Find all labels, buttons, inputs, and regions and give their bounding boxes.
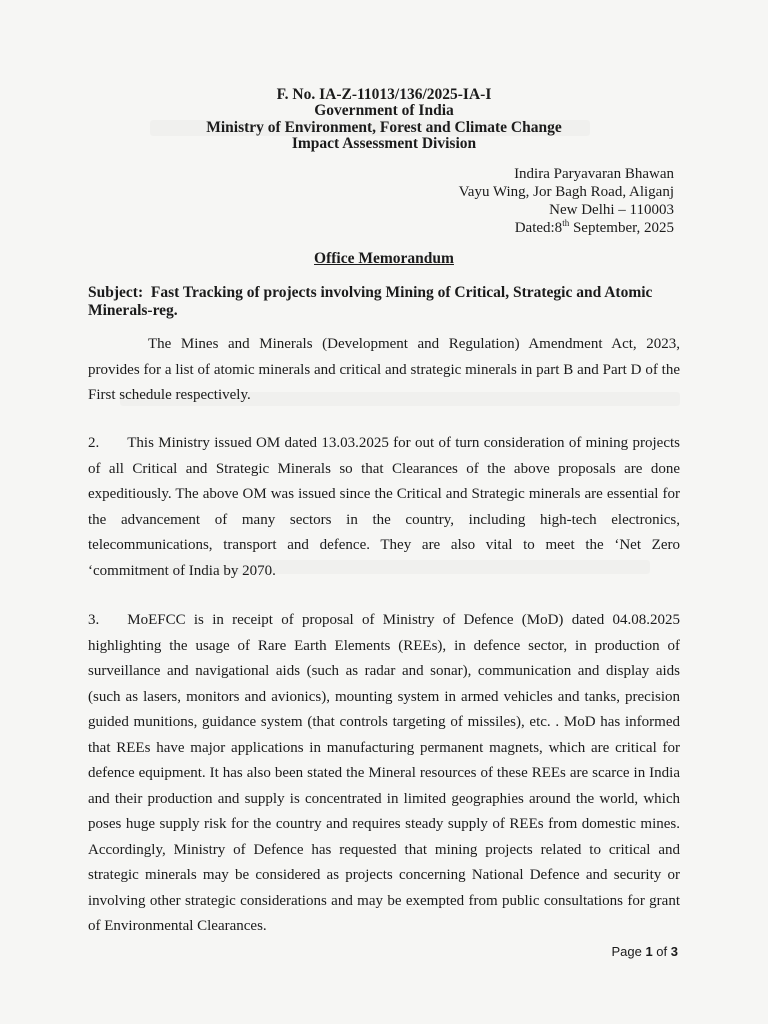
- subject-text: Fast Tracking of projects involving Mining of Critical, Strategic and Atomic Minerals-reg.: [88, 284, 653, 319]
- subject-label: Subject:: [88, 284, 144, 301]
- date-prefix: Dated:8: [514, 220, 563, 236]
- of-label: of: [656, 944, 668, 959]
- date-suffix: September, 2025: [569, 220, 674, 236]
- paragraph-3: [88, 608, 680, 940]
- division-name: Impact Assessment Division: [291, 135, 477, 152]
- paragraph-2: [88, 431, 680, 584]
- date-superscript: th: [562, 218, 570, 228]
- paragraph-3-number: 3.: [88, 612, 100, 628]
- address-line-3: New Delhi – 110003: [549, 202, 674, 218]
- paragraph-3-text: MoEFCC is in receipt of proposal of Ministry of Defence (MoD) dated 04.08.2025 highlighting the usage of Rare Earth Elements (REEs), in defence sector, in production of surveillance and navigational aids (such as radar and sonar), communication and display aids (such as lasers, monitors and avionics), mounting system in armed vehicles and tanks, precision guided munitions, guidance system (that controls targeting of missiles), etc. . MoD has informed that REEs have major applications in manufacturing permanent magnets, which are critical for defence equipment. It has also been stated the Mineral resources of these REEs are scarce in India and their production and supply is concentrated in limited geographies around the world, which poses huge supply risk for the country and requires steady supply of REEs from domestic mines. Accordingly, Ministry of Defence has requested that mining projects related to critical and strategic minerals may be considered as projects concerning National Defence and security or involving other strategic considerations and may be exempted from public consultations for grant of Environmental Clearances.: [88, 612, 680, 934]
- paragraph-2-number: 2.: [88, 435, 100, 451]
- paragraph-2-text: This Ministry issued OM dated 13.03.2025 for out of turn consideration of mining projects of all Critical and Strategic Minerals so that Clearances of the above proposals are done expeditiously. The above OM was issued since the Critical and Strategic minerals are essential for the advancement of many sectors in the country, including high-tech electronics, telecommunications, transport and defence. They are also vital to meet the ‘Net Zero ‘commitment of India by 2070.: [88, 435, 680, 579]
- memo-title: Office Memorandum: [314, 250, 454, 267]
- page-footer: [611, 944, 678, 959]
- address-line-2: Vayu Wing, Jor Bagh Road, Aliganj: [458, 184, 674, 200]
- page-number: 1: [645, 944, 653, 959]
- file-number: F. No. IA-Z-11013/136/2025-IA-I: [276, 86, 492, 103]
- ministry-name: Ministry of Environment, Forest and Climate Change: [206, 119, 562, 136]
- office-address: [459, 165, 674, 237]
- page-total: 3: [670, 944, 678, 959]
- government-name: Government of India: [314, 102, 454, 119]
- paragraph-1: The Mines and Minerals (Development and Regulation) Amendment Act, 2023, provides for a list of atomic minerals and critical and strategic minerals in part B and Part D of the First schedule respectively.: [88, 336, 680, 403]
- page-label: Page: [611, 944, 642, 959]
- date-line: [459, 219, 674, 237]
- subject-line: [88, 284, 680, 320]
- address-line-1: Indira Paryavaran Bhawan: [514, 166, 674, 182]
